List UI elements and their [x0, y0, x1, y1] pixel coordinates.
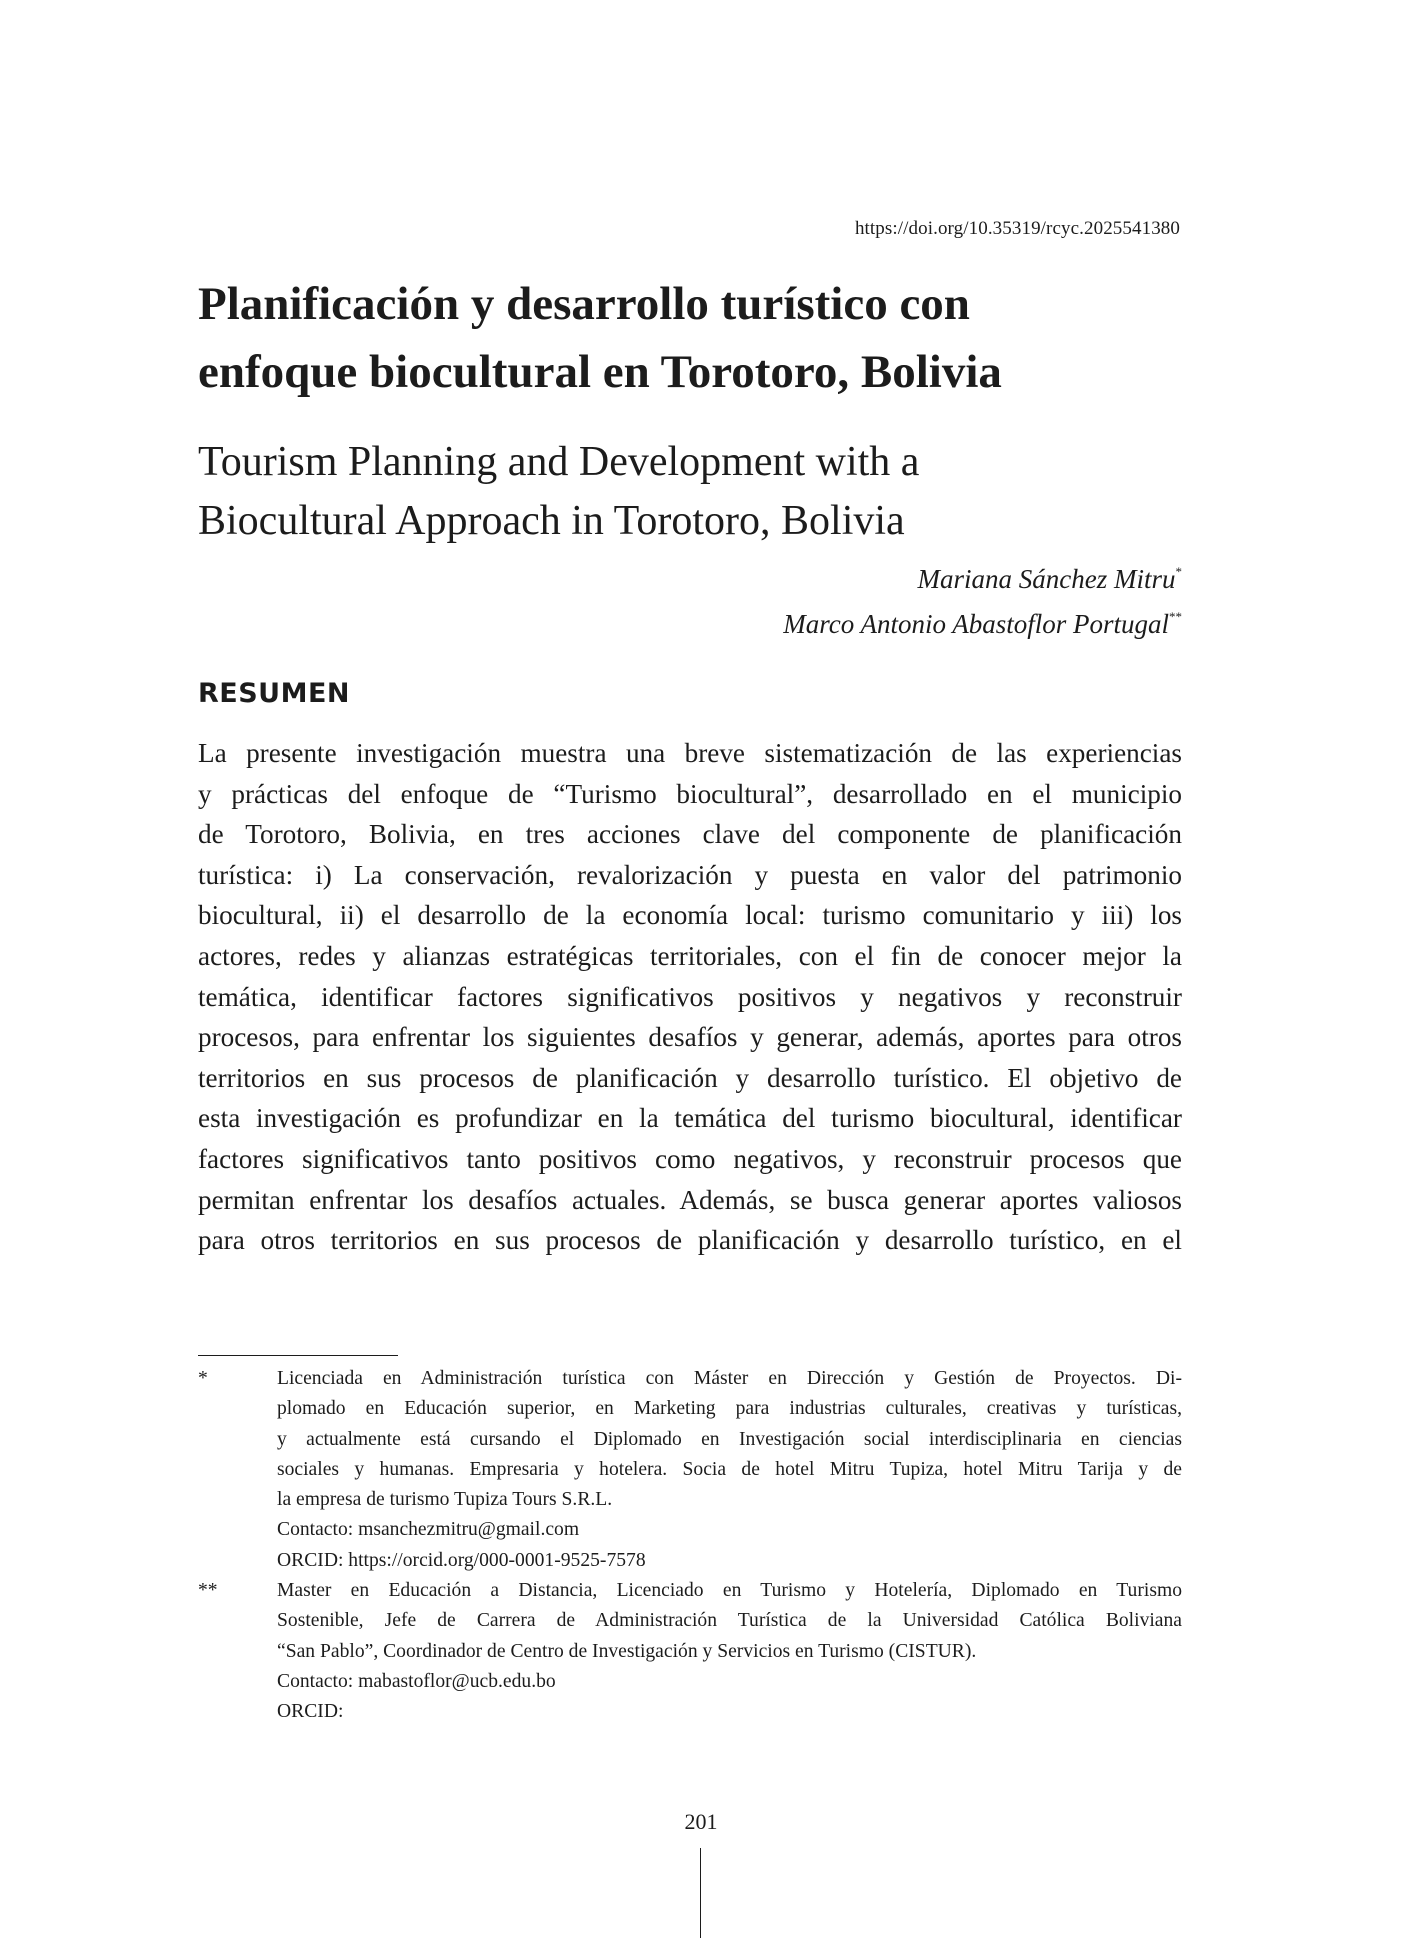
footnote	[198, 1576, 1182, 1727]
footnote-line: Licenciada en Administración turística con Máster en Dirección y Gestión de Proyectos. Di-	[277, 1368, 1182, 1389]
subtitle-line: Tourism Planning and Development with a	[198, 439, 920, 485]
footnote-line: Sostenible, Jefe de Carrera de Administración Turística de la Universidad Católica Boliviana	[277, 1610, 1182, 1632]
article-title-english	[198, 433, 1198, 551]
page-number: 201	[684, 1809, 718, 1834]
title-line: enfoque biocultural en Torotoro, Bolivia	[198, 346, 1002, 398]
footnote-line: y actualmente está cursando el Diplomado en Investigación social interdisciplinaria en ciencias	[277, 1428, 1182, 1450]
footnote-orcid-link[interactable]: ORCID: https://orcid.org/000-0001-9525-7578	[277, 1549, 646, 1571]
author	[783, 598, 1182, 643]
abstract-line: permitan enfrentar los desafíos actuales. Además, se busca generar aportes valiosos	[198, 1184, 1182, 1215]
abstract-line: procesos, para enfrentar los siguientes desafíos y generar, además, aportes para otros	[198, 1022, 1182, 1053]
abstract-line: La presente investigación muestra una breve sistematización de las experiencias	[198, 738, 1182, 768]
abstract-line: factores significativos tanto positivos como negativos, y reconstruir procesos que	[198, 1143, 1182, 1174]
footnote-line: Master en Educación a Distancia, Licenciado en Turismo y Hotelería, Diplomado en Turismo	[277, 1580, 1182, 1601]
abstract-heading: RESUMEN	[198, 678, 351, 709]
abstract-line: biocultural, ii) el desarrollo de la economía local: turismo comunitario y iii) los	[198, 900, 1182, 931]
author-footnote-mark: *	[1175, 564, 1182, 579]
footnote	[198, 1364, 1182, 1576]
footnote-mark: **	[198, 1580, 218, 1601]
footnote-line: sociales y humanas. Empresaria y hotelera. Socia de hotel Mitru Tupiza, hotel Mitru Tarija y de	[277, 1458, 1182, 1480]
abstract-line: de Torotoro, Bolivia, en tres acciones clave del componente de planificación	[198, 819, 1182, 850]
subtitle-line: Biocultural Approach in Torotoro, Bolivia	[198, 498, 905, 544]
abstract-line: turística: i) La conservación, revalorización y puesta en valor del patrimonio	[198, 859, 1182, 890]
footnote-line: “San Pablo”, Coordinador de Centro de Investigación y Servicios en Turismo (CISTUR).	[277, 1640, 977, 1662]
abstract-line: y prácticas del enfoque de “Turismo biocultural”, desarrollado en el municipio	[198, 778, 1182, 809]
abstract-line: temática, identificar factores significativos positivos y negativos y reconstruir	[198, 981, 1182, 1012]
doi-link[interactable]: https://doi.org/10.35319/rcyc.2025541380	[854, 218, 1180, 239]
article-title-spanish	[198, 270, 1198, 406]
title-line: Planificación y desarrollo turístico con	[198, 278, 970, 330]
author	[783, 553, 1182, 598]
page-number-rule	[700, 1848, 701, 1938]
author-name: Mariana Sánchez Mitru	[917, 564, 1176, 594]
author-footnote-mark: **	[1169, 609, 1182, 624]
footnote-body	[277, 1576, 1182, 1727]
abstract-body	[198, 733, 1182, 1261]
footnote-separator	[198, 1355, 398, 1356]
footnote-orcid-label: ORCID:	[277, 1701, 344, 1723]
abstract-line: territorios en sus procesos de planificación y desarrollo turístico. El objetivo de	[198, 1062, 1182, 1093]
footnote-line: la empresa de turismo Tupiza Tours S.R.L.	[277, 1489, 613, 1511]
abstract-line: para otros territorios en sus procesos de planificación y desarrollo turístico, en el	[198, 1225, 1182, 1256]
abstract-line: actores, redes y alianzas estratégicas territoriales, con el fin de conocer mejor la	[198, 940, 1182, 971]
abstract-line: esta investigación es profundizar en la temática del turismo biocultural, identificar	[198, 1103, 1182, 1134]
footnote-contact-email[interactable]: Contacto: msanchezmitru@gmail.com	[277, 1519, 580, 1541]
author-list	[783, 553, 1182, 643]
author-name: Marco Antonio Abastoflor Portugal	[783, 609, 1169, 639]
footnote-line: plomado en Educación superior, en Marketing para industrias culturales, creativas y turísticas,	[277, 1398, 1182, 1420]
footnote-body	[277, 1364, 1182, 1576]
footnote-mark: *	[198, 1368, 208, 1389]
footnote-contact-email[interactable]: Contacto: mabastoflor@ucb.edu.bo	[277, 1670, 556, 1692]
